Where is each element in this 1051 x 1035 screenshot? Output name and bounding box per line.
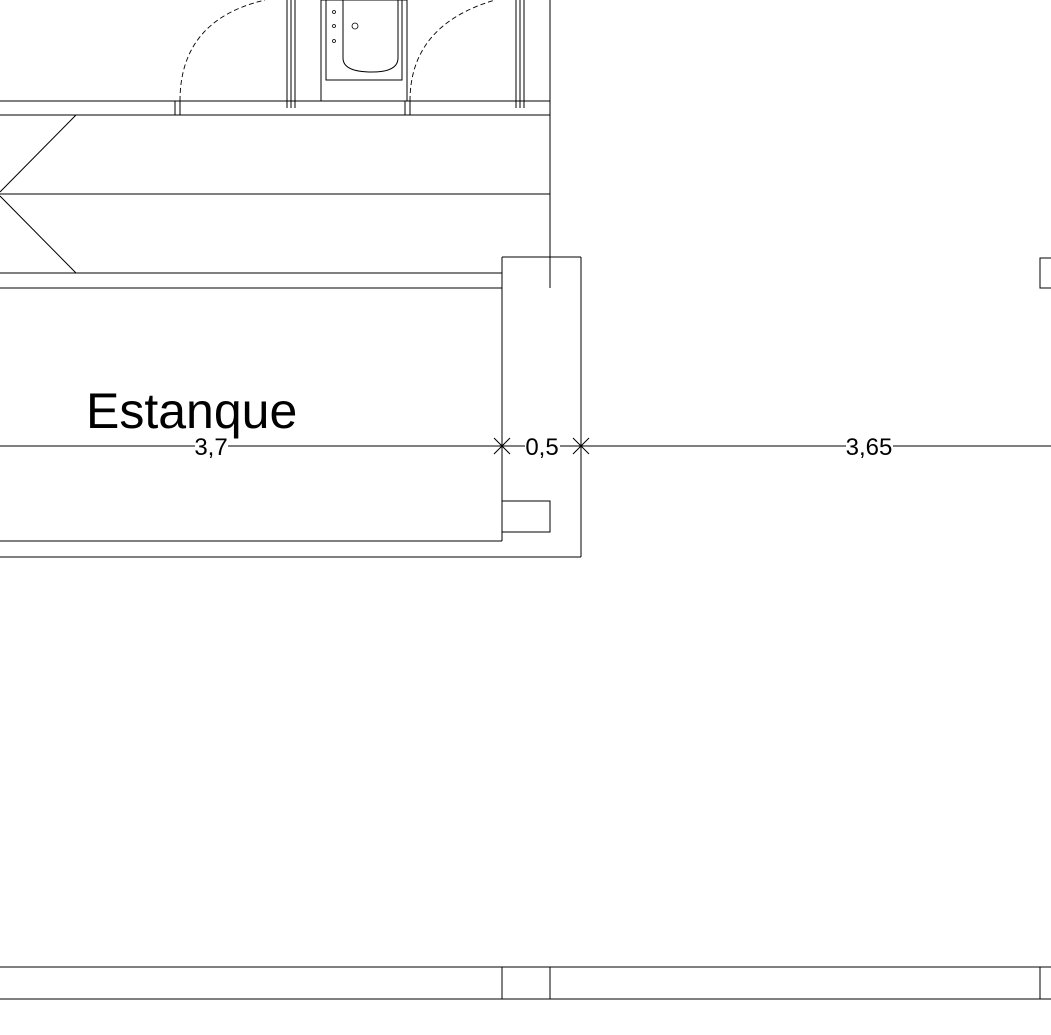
room-label: Estanque bbox=[86, 383, 298, 439]
bottom-wall bbox=[0, 967, 1051, 999]
stair-section bbox=[0, 115, 550, 288]
dimension-label-left: 3,7 bbox=[194, 434, 228, 461]
dimension-label-middle: 0,5 bbox=[525, 434, 559, 461]
bathroom-walls bbox=[0, 0, 550, 288]
dimension-label-right: 3,65 bbox=[845, 434, 893, 461]
door-swing-right bbox=[410, 0, 495, 101]
column-right bbox=[1040, 258, 1051, 288]
bathtub-fixture bbox=[321, 0, 407, 101]
door-swing-left bbox=[180, 0, 265, 101]
